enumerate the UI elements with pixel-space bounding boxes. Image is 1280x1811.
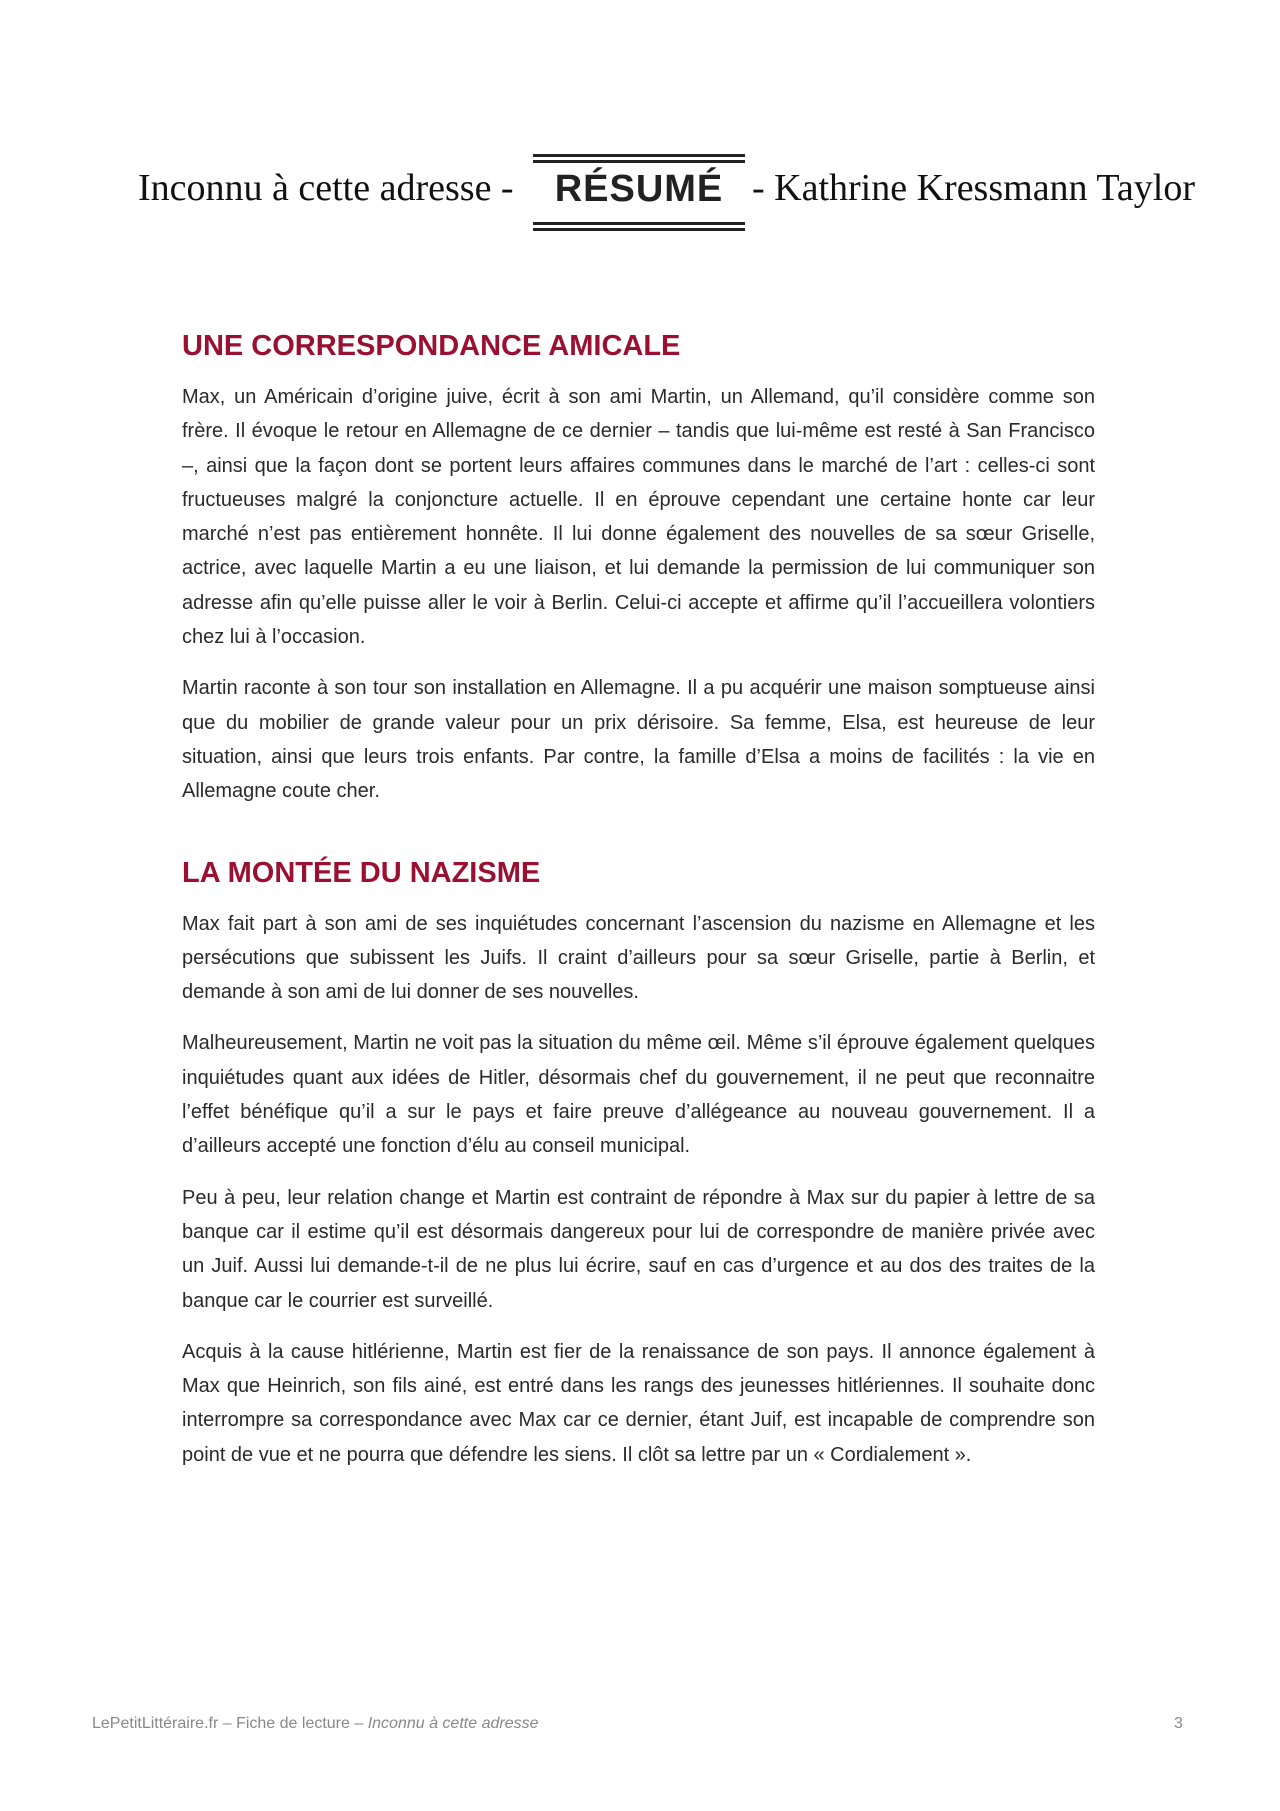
paragraph: Max, un Américain d’origine juive, écrit à son ami Martin, un Allemand, qu’il considère comme son frère. Il évoque le retour en Allemagne de ce dernier – tandis que lui-même est resté à San Francisco –, ainsi que la façon dont se portent leurs affaires communes dans le marché de l’art : celles-ci sont fructueuses malgré la conjoncture actuelle. Il en éprouve cependant une certaine honte car leur marché n’est pas entièrement honnête. Il lui donne également des nouvelles de sa sœur Griselle, actrice, avec laquelle Martin a eu une liaison, et lui demande la permission de lui communiquer son adresse afin qu’elle puisse aller le voir à Berlin. Celui-ci accepte et affirme qu’il l’accueillera volontiers chez lui à l’occasion. (182, 386, 1095, 649)
paragraph: Martin raconte à son tour son installation en Allemagne. Il a pu acquérir une maison somptueuse ainsi que du mobilier de grande valeur pour un prix dérisoire. Sa femme, Elsa, est heureuse de leur situation, ainsi que leurs trois enfants. Par contre, la famille d’Elsa a moins de facilités : la vie en Allemagne coute cher. (182, 677, 1095, 803)
page-title (0, 162, 1280, 222)
section-nazisme (182, 853, 1095, 1472)
footer (92, 1715, 538, 1733)
title-book: Inconnu à cette adresse - (138, 167, 514, 209)
paragraph: Acquis à la cause hitlérienne, Martin est fier de la renaissance de son pays. Il annonce également à Max que Heinrich, son fils ainé, est entré dans les rangs des jeunesses hitlériennes. Il souhaite donc interrompre sa correspondance avec Max car ce dernier, étant Juif, est incapable de comprendre son point de vue et ne pourra que défendre les siens. Il clôt sa lettre par un « Cordialement ». (182, 1340, 1095, 1466)
section-correspondance (182, 326, 1095, 809)
paragraph: Malheureusement, Martin ne voit pas la situation du même œil. Même s’il éprouve également quelques inquiétudes quant aux idées de Hitler, désormais chef du gouvernement, il ne peut que reconnaitre l’effet bénéfique qu’il a sur le pays et faire preuve d’allégeance au nouveau gouvernement. Il a d’ailleurs accepté une fonction d’élu au conseil municipal. (182, 1032, 1095, 1158)
document-body (182, 326, 1095, 1489)
paragraph: Peu à peu, leur relation change et Martin est contraint de répondre à Max sur du papier à lettre de sa banque car il estime qu’il est désormais dangereux pour lui de correspondre de manière privée avec un Juif. Aussi lui demande-t-il de ne plus lui écrire, sauf en cas d’urgence et au dos des traites de la banque car le courrier est surveillé. (182, 1186, 1095, 1312)
section-heading: LA MONTÉE DU NAZISME (182, 856, 541, 889)
section-heading: UNE CORRESPONDANCE AMICALE (182, 330, 681, 362)
page-number: 3 (1174, 1715, 1183, 1732)
footer-site: LePetitLittéraire.fr – Fiche de lecture – (92, 1715, 368, 1732)
resume-label: RÉSUMÉ (554, 168, 724, 210)
paragraph: Max fait part à son ami de ses inquiétudes concernant l’ascension du nazisme en Allemagne et les persécutions que subissent les Juifs. Il craint d’ailleurs pour sa sœur Griselle, partie à Berlin, et demande à son ami de lui donner de ses nouvelles. (182, 912, 1095, 1004)
resume-badge (533, 154, 745, 234)
footer-book-title: Inconnu à cette adresse (367, 1715, 539, 1732)
title-author: - Kathrine Kressmann Taylor (752, 167, 1196, 209)
